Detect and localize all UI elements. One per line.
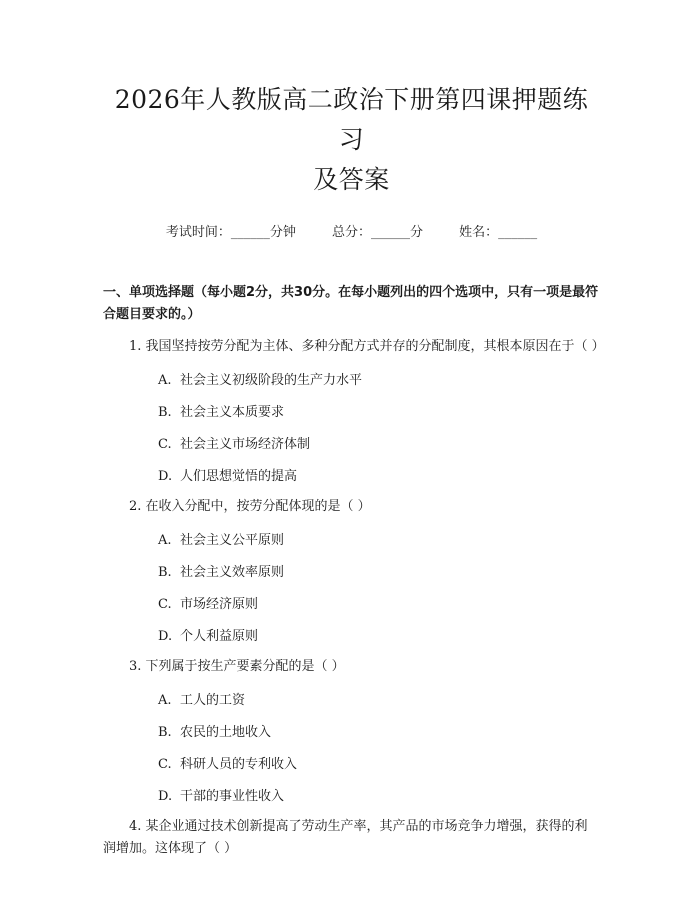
option-text: 社会主义公平原则 [180, 533, 285, 548]
question-stem: 2. 在收入分配中，按劳分配体现的是（ ） [129, 499, 371, 514]
option-text: 农民的土地收入 [180, 725, 272, 740]
option-text: 社会主义初级阶段的生产力水平 [180, 373, 363, 388]
option-b [158, 402, 600, 424]
option-letter: D. [158, 469, 173, 484]
option-d [158, 626, 600, 648]
question-stem: 1. 我国坚持按劳分配为主体、多种分配方式并存的分配制度，其根本原因在于（ ） [129, 339, 605, 354]
option-text: 人们思想觉悟的提高 [180, 469, 298, 484]
option-text: 社会主义市场经济体制 [180, 437, 311, 452]
option-a [158, 530, 600, 552]
question-stem: 3. 下列属于按生产要素分配的是（ ） [129, 659, 345, 674]
option-letter: B. [158, 725, 172, 740]
section-heading: 一、单项选择题（每小题2分，共30分。在每小题列出的四个选项中，只有一项是最符合题目要求的。） [103, 285, 599, 322]
option-letter: A. [158, 533, 172, 548]
option-d [158, 466, 600, 488]
option-text: 干部的事业性收入 [180, 789, 285, 804]
option-letter: C. [158, 757, 172, 772]
option-letter: D. [158, 789, 173, 804]
option-text: 市场经济原则 [180, 597, 259, 612]
option-text: 工人的工资 [180, 693, 246, 708]
title-line-2: 及答案 [313, 165, 390, 194]
option-list [103, 370, 600, 488]
option-text: 个人利益原则 [180, 629, 259, 644]
option-letter: A. [158, 373, 172, 388]
question-4 [103, 816, 600, 860]
option-text: 社会主义本质要求 [180, 405, 285, 420]
question-stem: 4. 某企业通过技术创新提高了劳动生产率，其产品的市场竞争力增强，获得的利润增加。这体现了（ ） [103, 819, 588, 856]
question-3 [103, 656, 600, 808]
total-score: 总分：______分 [331, 225, 423, 240]
option-letter: D. [158, 629, 173, 644]
option-text: 社会主义效率原则 [180, 565, 285, 580]
option-letter: A. [158, 693, 172, 708]
option-text: 科研人员的专利收入 [180, 757, 298, 772]
option-c [158, 754, 600, 776]
option-a [158, 370, 600, 392]
title-line-1: 2026年人教版高二政治下册第四课押题练习 [114, 85, 589, 154]
option-b [158, 722, 600, 744]
option-a [158, 690, 600, 712]
option-d [158, 786, 600, 808]
question-2 [103, 496, 600, 648]
option-b [158, 562, 600, 584]
option-c [158, 434, 600, 456]
exam-time: 考试时间：______分钟 [165, 225, 296, 240]
student-name: 姓名：______ [459, 225, 538, 240]
option-c [158, 594, 600, 616]
option-letter: B. [158, 405, 172, 420]
option-list [103, 530, 600, 648]
exam-meta [103, 224, 600, 242]
option-list [103, 690, 600, 808]
document-title [103, 80, 600, 200]
option-letter: C. [158, 597, 172, 612]
option-letter: B. [158, 565, 172, 580]
option-letter: C. [158, 437, 172, 452]
question-1 [103, 336, 605, 488]
